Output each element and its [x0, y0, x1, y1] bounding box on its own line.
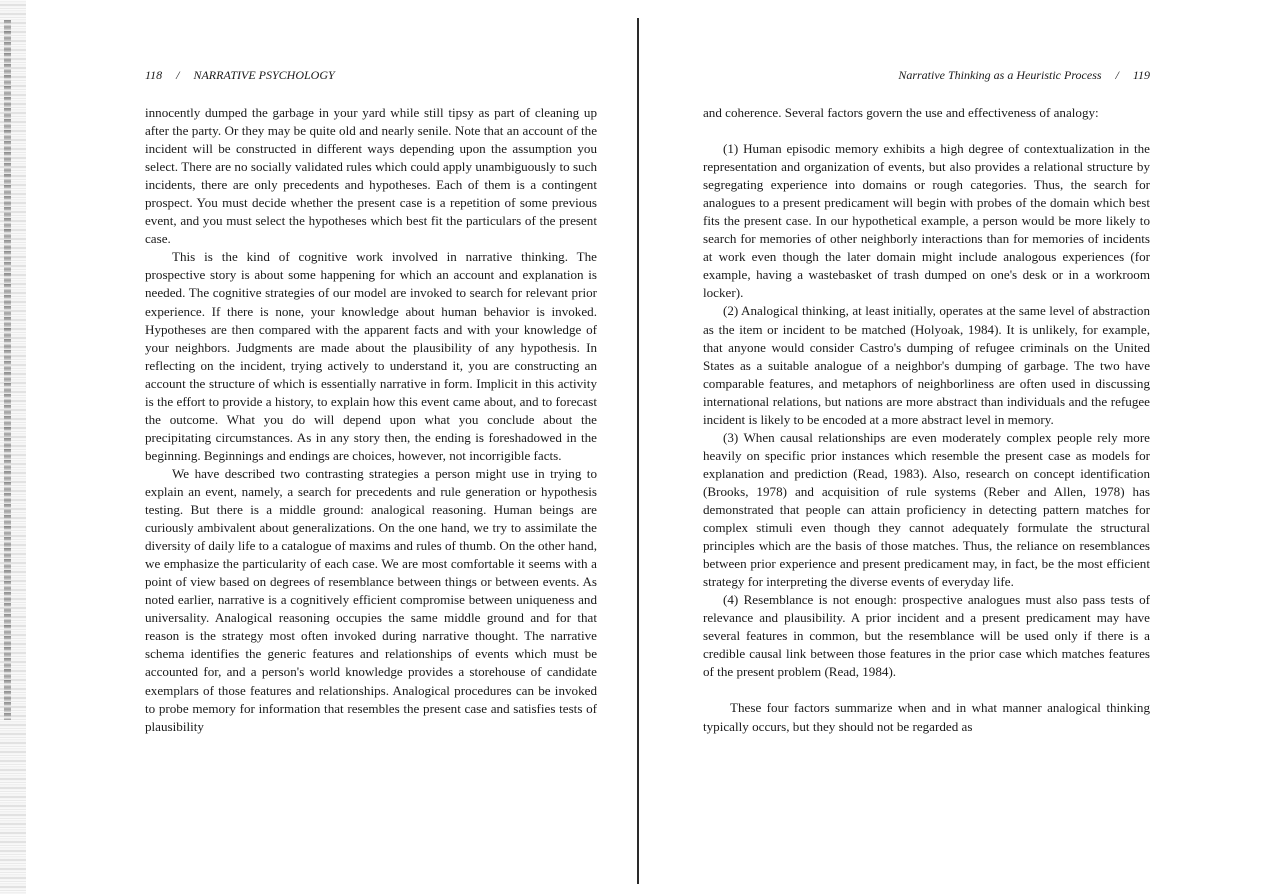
right-running-head — [898, 68, 1150, 88]
scan-binding-shadow — [4, 20, 11, 720]
right-running-title: Narrative Thinking as a Heuristic Process — [898, 68, 1102, 82]
right-closing-paragraph: These four factors summarize when and in what manner analogical thinking typically occurs, but they should not be regarded as — [703, 700, 1150, 734]
left-paragraph-1: innocently dumped the garbage in your yard while still tipsy as part of cleaning up after the party. Or they may be quite old and nearly senile. Note that an account of the incident will be constructed in different ways depending upon the assumption you select. There are no socially validated rules which could apply unambiguously to such incidents, there are only precedents and hypotheses. Each of them is a contingent prospect. You must decide whether the present case is a repetition of some previous event, and you must select the hypotheses which best fit the particulars of the present case. — [145, 105, 597, 247]
left-running-head — [145, 68, 335, 88]
factor-item-1: (1) Human episodic memory exhibits a high degree of contextualization in the representation and organization of events, but also provides a relational structure by segregating experience into domains or rough categories. Thus, the search for analogues to a present predicament will begin with probes of the domain which best fits the present case. In our hypothetical example, a person would be more likely to search for memories of other neighborly interactions than for memories of incidents at work even though the later domain might include analogous experiences (for example, having a wastebasket of trash dumped on one's desk or in a workroom locker). — [703, 141, 1150, 301]
left-body-text — [145, 104, 597, 736]
left-running-title: NARRATIVE PSYCHOLOGY — [193, 68, 335, 82]
left-page-number: 118 — [145, 68, 163, 82]
left-paragraph-2: This is the kind of cognitive work involved in narrative thinking. The prospective story is about some happening for which an account and explanation is needed. The cognitive strategies of our model are invoked to search for relevant prior experience. If there is none, your knowledge about human behavior is invoked. Hypotheses are then compared with the apparent facts and with your knowledge of your neighbors. Judgments are made about the plausibility of any hypothesis. In reflecting on the incident, trying actively to understand it, you are constructing an account the structure of which is essentially narrative in form. Implicit in this activity is the effort to provide a history, to explain how this event came about, and to forecast the outcome. What you do will depend upon what you conclude about the precipitating circumstances. As in any story then, the ending is foreshadowed in the beginning. Beginnings and endings are choices, however, not incorrigible facts. — [145, 249, 597, 463]
left-paragraph-3: We have described two contrasting strategies a person might use in trying to explain an event, namely, a search for precedents and rule generation or hypothesis testing. But there is a middle ground: analogical reasoning. Human beings are curiously ambivalent about generalizations. On the one hand, we try to assimilate the diversity of daily life to a catalogue of maxims and rules of thumb. On the other hand, we emphasize the particularity of each case. We are most comfortable it seems with a point of view based on degrees of resemblance between things or between events. As noted earlier, narrative is a cognitively efficient compromise between uniqueness and universality. Analogical reasoning occupies the same middle ground and for that reason is the strategy most often invoked during narrative thought. The narrative schema identifies the generic features and relationships of events which must be accounted for, and a person's world knowledge provides a storehouse of candidate exemplars of those features and relationships. Analogical procedures can be invoked to probe memory for information that resembles the present case and satisfies tests of plausibility — [145, 465, 597, 734]
right-intro-paragraph: and coherence. Several factors govern the use and effectiveness of analogy: — [703, 105, 1099, 120]
factor-item-4: (4) Resemblance is not enough: prospective analogues must also pass tests of relevance and plausibility. A prior incident and a present predicament may have several features in common, but the resemblance will be used only if there is a credible causal link between those features in the prior case which matches features of the present problem (Read, 1984). — [703, 592, 1150, 680]
right-page-number: 119 — [1132, 68, 1150, 82]
factor-item-3: (3) When causal relationships are even moderately complex people rely more heavily on specific prior instances which resemble the present case as models for explanation and prediction (Read, 1983). Also, research on concept identification (Brooks, 1978) and acquisition of rule systems (Reber and Allen, 1978) has demonstrated that people can attain proficiency in detecting pattern matches for complex stimuli even though they cannot adequately formulate the structural principles which are the basis of those matches. Thus, the reliance on resemblances between prior experience and present predicament may, in fact, be the most efficient strategy for interpreting the diverse events of everyday life. — [703, 429, 1150, 590]
right-body-text — [703, 104, 1150, 736]
factor-item-2: (2) Analogical thinking, at least initially, operates at the same level of abstraction as the item or incident to be matched (Holyoak, 1984). It is unlikely, for example, that anyone would consider Castro's dumping of refugee criminals on the United States as a suitable analogue of a neighbor's dumping of garbage. The two have comparable features, and metaphors of neighborliness are often used in discussing international relations, but nations are more abstract than individuals and the refugee incident is likely to be encoded at a more abstract level in memory. — [703, 303, 1150, 427]
right-head-separator: / — [1115, 68, 1119, 82]
page-gutter-divider — [637, 18, 639, 884]
left-head-separator: / — [176, 68, 180, 82]
